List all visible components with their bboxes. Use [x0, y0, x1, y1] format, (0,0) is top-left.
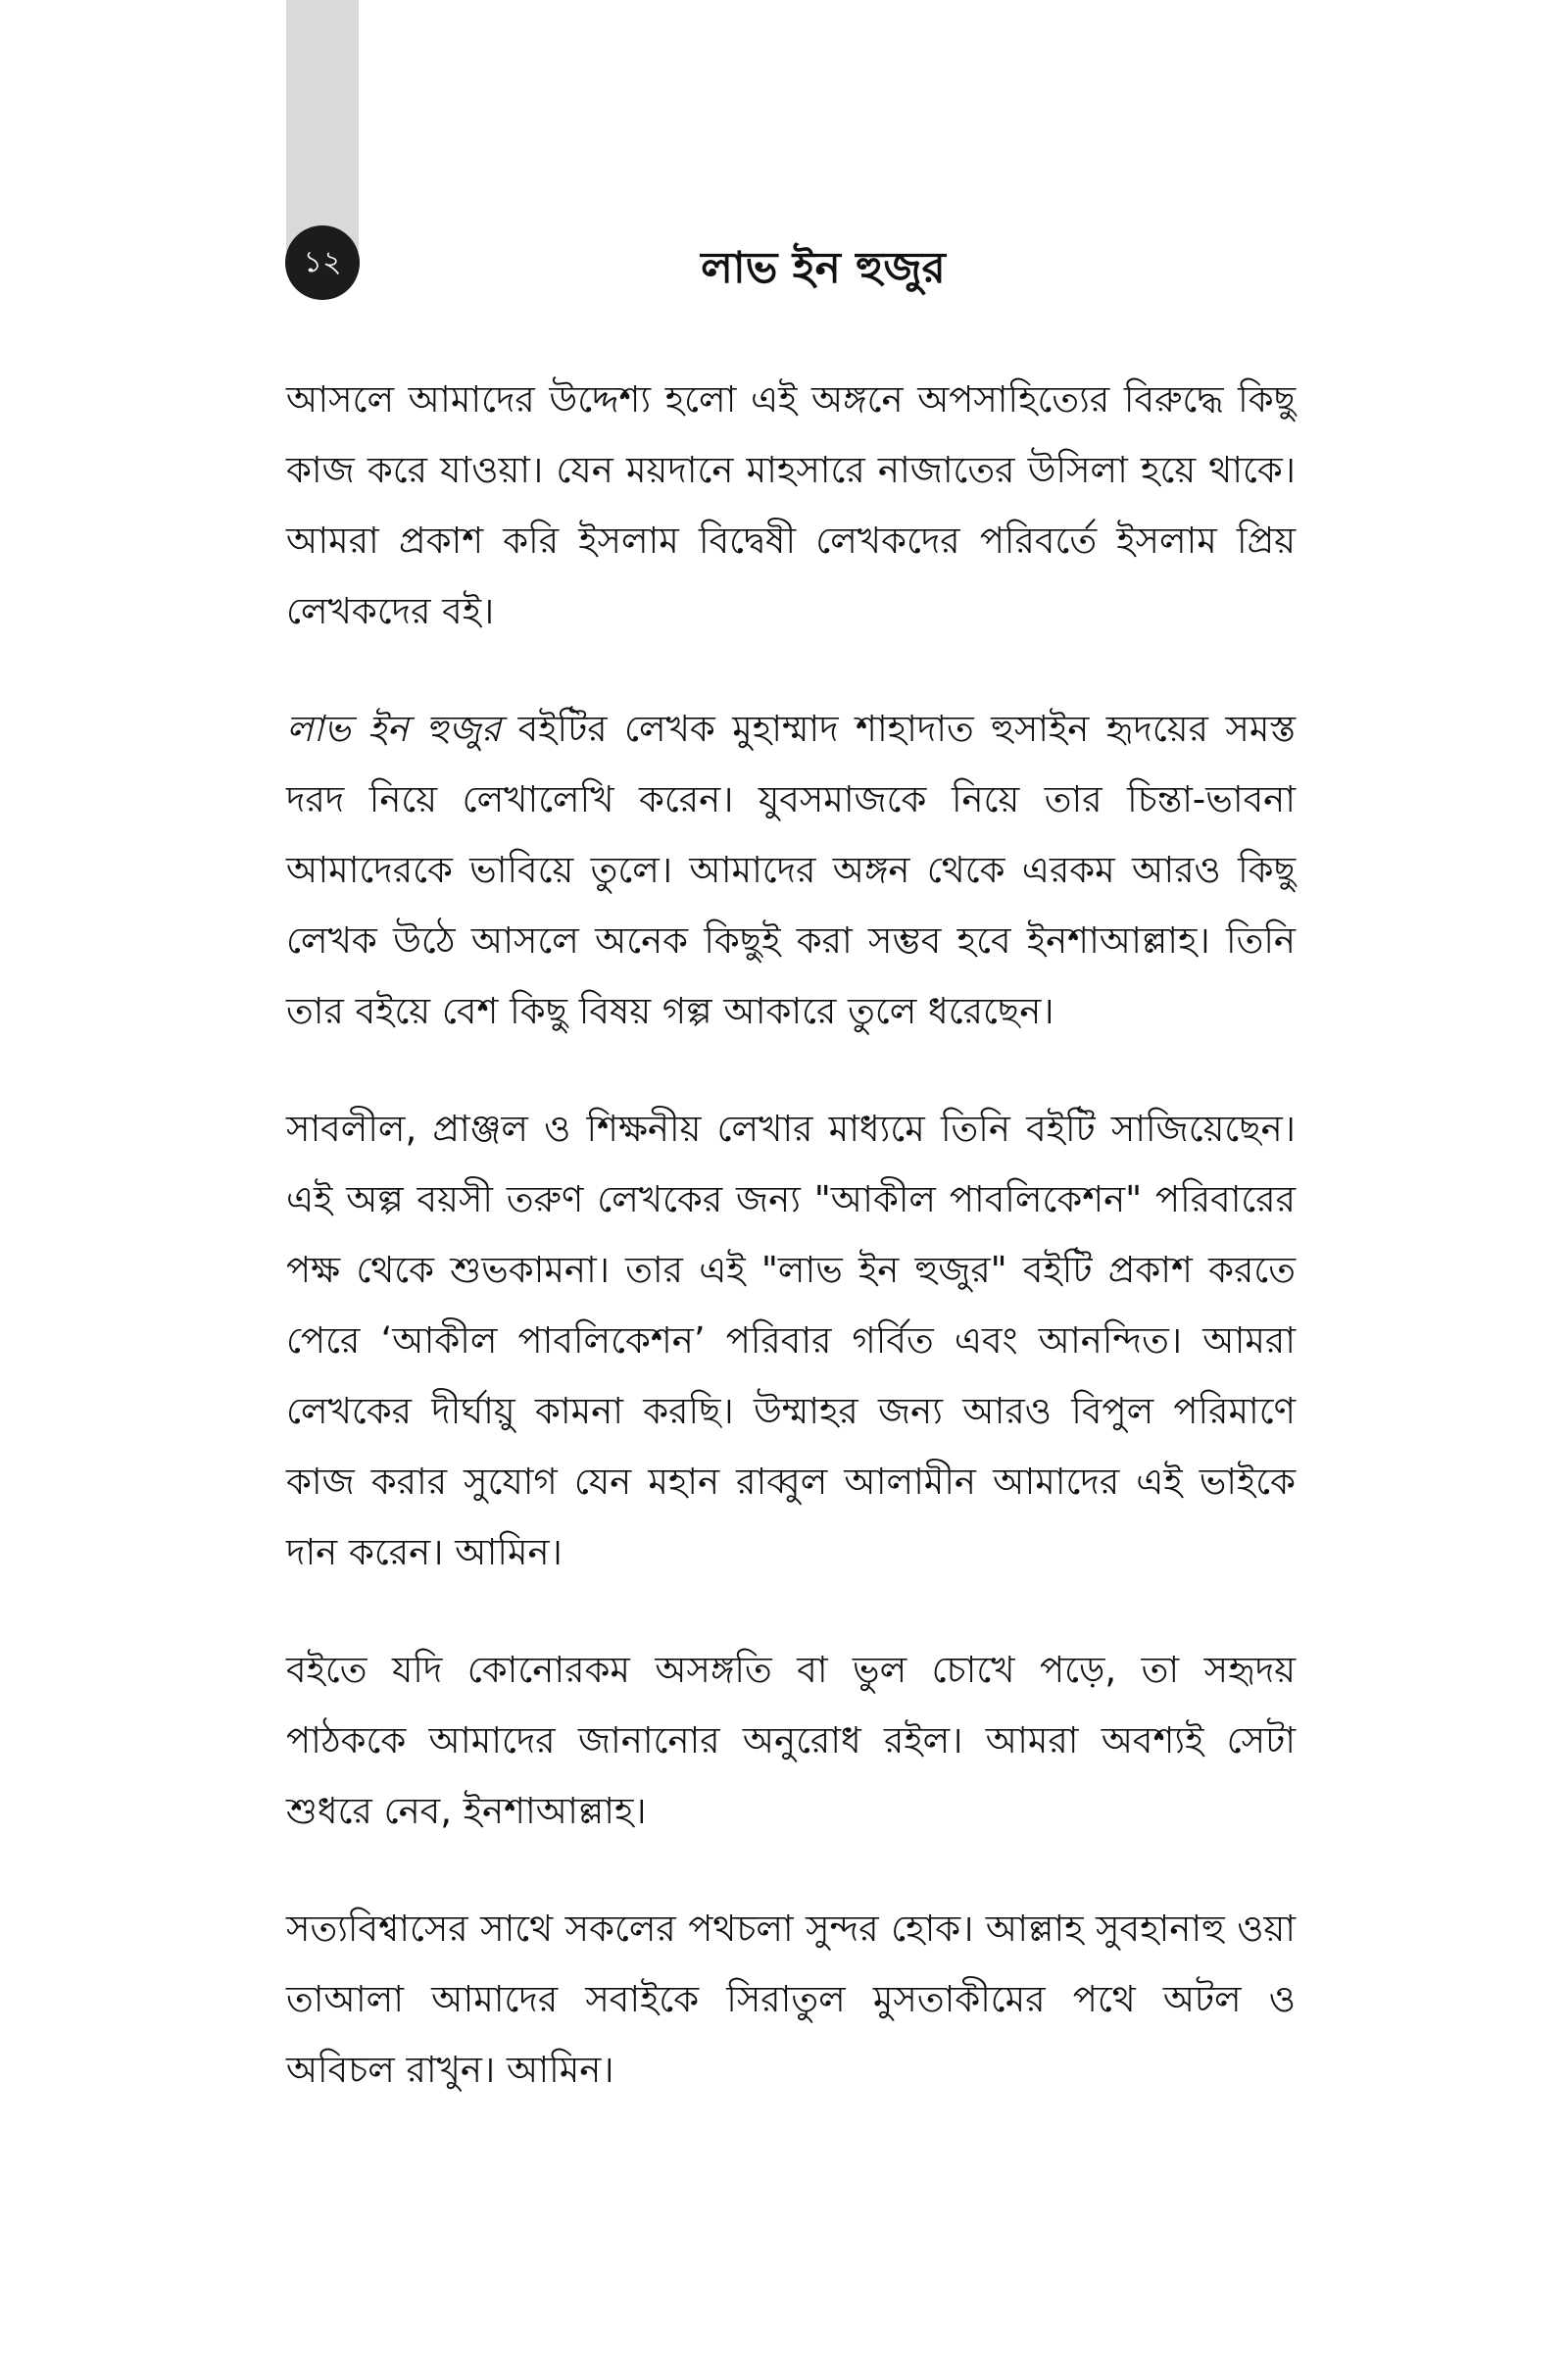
paragraph-3: সাবলীল, প্রাঞ্জল ও শিক্ষনীয় লেখার মাধ্যমে তিনি বইটি সাজিয়েছেন। এই অল্প বয়সী তরুণ লেখকের জন্য "আকীল পাবলিকেশন" পরিবারের পক্ষ থেকে শুভকামনা। তার এই "লাভ ইন হুজুর" বইটি প্রকাশ করতে পেরে ‘আকীল পাবলিকেশন’ পরিবার গর্বিত এবং আনন্দিত। আমরা লেখকের দীর্ঘায়ু কামনা করছি। উম্মাহর জন্য আরও বিপুল পরিমাণে কাজ করার সুযোগ যেন মহান রাব্বুল আলামীন আমাদের এই ভাইকে দান করেন। আমিন।	[286, 1108, 1296, 1573]
paragraph-5: সত্যবিশ্বাসের সাথে সকলের পথচলা সুন্দর হোক। আল্লাহ সুবহানাহু ওয়া তাআলা আমাদের সবাইকে সিরাতুল মুসতাকীমের পথে অটল ও অবিচল রাখুন। আমিন।	[286, 1908, 1296, 2091]
paragraph-1: আসলে আমাদের উদ্দেশ্য হলো এই অঙ্গনে অপসাহিত্যের বিরুদ্ধে কিছু কাজ করে যাওয়া। যেন ময়দানে মাহসারে নাজাতের উসিলা হয়ে থাকে। আমরা প্রকাশ করি ইসলাম বিদ্বেষী লেখকদের পরিবর্তে ইসলাম প্রিয় লেখকদের বই।	[286, 378, 1296, 632]
running-title: লাভ ইন হুজুর	[701, 243, 946, 293]
book-title-italic: লাভ ইন হুজুর	[286, 708, 502, 750]
page-number-badge	[285, 225, 360, 300]
page-number: ১২	[303, 245, 342, 279]
paragraph-2	[286, 694, 1296, 1047]
paragraph-2-text: বইটির লেখক মুহাম্মাদ শাহাদাত হুসাইন হৃদয়ের সমস্ত দরদ নিয়ে লেখালেখি করেন। যুবসমাজকে নিয়ে তার চিন্তা-ভাবনা আমাদেরকে ভাবিয়ে তুলে। আমাদের অঙ্গন থেকে এরকম আরও কিছু লেখক উঠে আসলে অনেক কিছুই করা সম্ভব হবে ইনশাআল্লাহ। তিনি তার বইয়ে বেশ কিছু বিষয় গল্প আকারে তুলে ধরেছেন।	[286, 708, 1296, 1032]
paragraph-4: বইতে যদি কোনোরকম অসঙ্গতি বা ভুল চোখে পড়ে, তা সহৃদয় পাঠককে আমাদের জানানোর অনুরোধ রইল। আমরা অবশ্যই সেটা শুধরে নেব, ইনশাআল্লাহ।	[286, 1649, 1296, 1832]
page-edge-tab	[286, 0, 359, 253]
body-text	[286, 365, 1296, 2153]
